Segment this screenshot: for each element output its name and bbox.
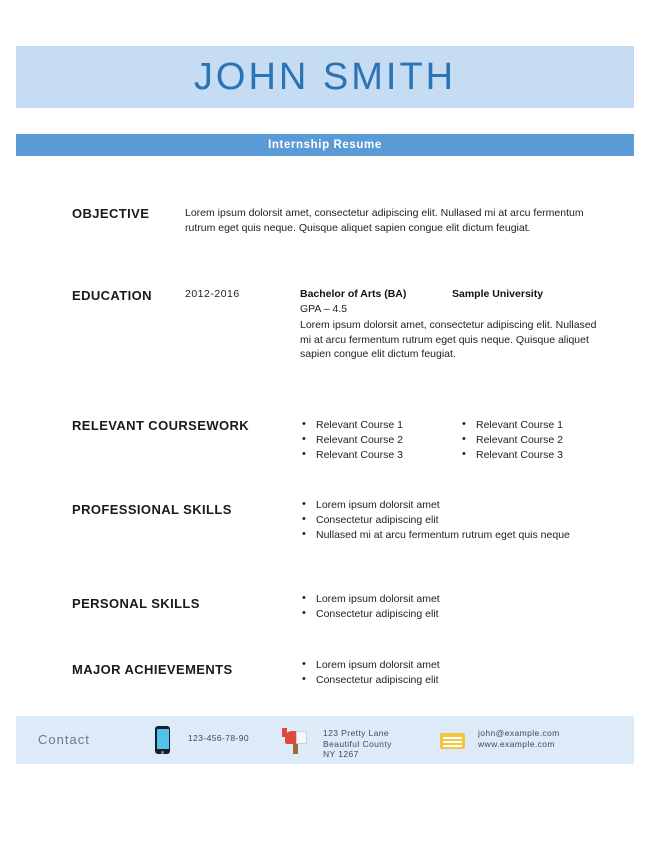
contact-website: www.example.com (478, 738, 555, 749)
envelope-icon (436, 726, 470, 756)
coursework-list-right (460, 418, 630, 463)
page-title: JOHN SMITH (193, 56, 457, 98)
section-title-major-achievements: MAJOR ACHIEVEMENTS (72, 662, 233, 677)
education-description: Lorem ipsum dolorsit amet, consectetur adipiscing elit. Nullased mi at arcu fermentum rutrum eget quis neque. Quisque aliquet sapien congue elit dictum feugiat. (300, 319, 597, 360)
education-details (300, 288, 610, 362)
personal-skills-list (300, 592, 590, 622)
name-banner (16, 46, 634, 108)
education-degree: Bachelor of Arts (BA) (300, 288, 407, 300)
list-item: • Relevant Course 1 (460, 418, 630, 433)
contact-phone-value: 123-456-78-90 (188, 733, 249, 743)
contact-address-line3: NY 1267 (323, 749, 359, 759)
list-item: • Relevant Course 3 (460, 448, 630, 463)
section-title-coursework: RELEVANT COURSEWORK (72, 418, 250, 433)
list-item: • Consectetur adipiscing elit (300, 513, 590, 528)
section-title-education: EDUCATION (72, 288, 152, 303)
section-title-objective: OBJECTIVE (72, 206, 150, 221)
contact-email-address: john@example.com (478, 728, 560, 738)
professional-skills-list-wrap (300, 498, 590, 543)
education-years: 2012-2016 (185, 288, 240, 300)
mailbox-icon (281, 726, 315, 756)
list-item: • Relevant Course 1 (300, 418, 470, 433)
list-item: • Consectetur adipiscing elit (300, 607, 590, 622)
contact-address-line2: Beautiful County (323, 738, 392, 749)
professional-skills-list (300, 498, 590, 543)
contact-email-lines (478, 728, 560, 749)
education-school: Sample University (452, 288, 544, 300)
mobile-phone-icon (146, 726, 180, 756)
list-item: • Nullased mi at arcu fermentum rutrum eget quis neque (300, 528, 590, 543)
contact-address-lines (323, 728, 392, 760)
major-achievements-list-wrap (300, 658, 590, 688)
major-achievements-list (300, 658, 590, 688)
objective-text: Lorem ipsum dolorsit amet, consectetur adipiscing elit. Nullased mi at arcu fermentum rutrum eget quis neque. Quisque aliquet sapien congue elit dictum feugiat. (185, 207, 584, 234)
section-title-professional-skills: PROFESSIONAL SKILLS (72, 502, 232, 517)
list-item: • Lorem ipsum dolorsit amet (300, 658, 590, 673)
list-item: • Relevant Course 2 (300, 433, 470, 448)
education-headline (300, 288, 610, 300)
list-item: • Consectetur adipiscing elit (300, 673, 590, 688)
section-title-personal-skills: PERSONAL SKILLS (72, 596, 200, 611)
education-gpa: GPA – 4.5 (300, 303, 348, 315)
resume-subtitle: Internship Resume (268, 139, 382, 151)
subtitle-banner (16, 134, 634, 156)
personal-skills-list-wrap (300, 592, 590, 622)
coursework-list-left (300, 418, 470, 463)
list-item: • Lorem ipsum dolorsit amet (300, 498, 590, 513)
contact-label: Contact (38, 732, 90, 747)
contact-footer (16, 716, 634, 764)
list-item: • Relevant Course 3 (300, 448, 470, 463)
list-item: • Lorem ipsum dolorsit amet (300, 592, 590, 607)
list-item: • Relevant Course 2 (460, 433, 630, 448)
contact-address-line1: 123 Pretty Lane (323, 728, 390, 738)
